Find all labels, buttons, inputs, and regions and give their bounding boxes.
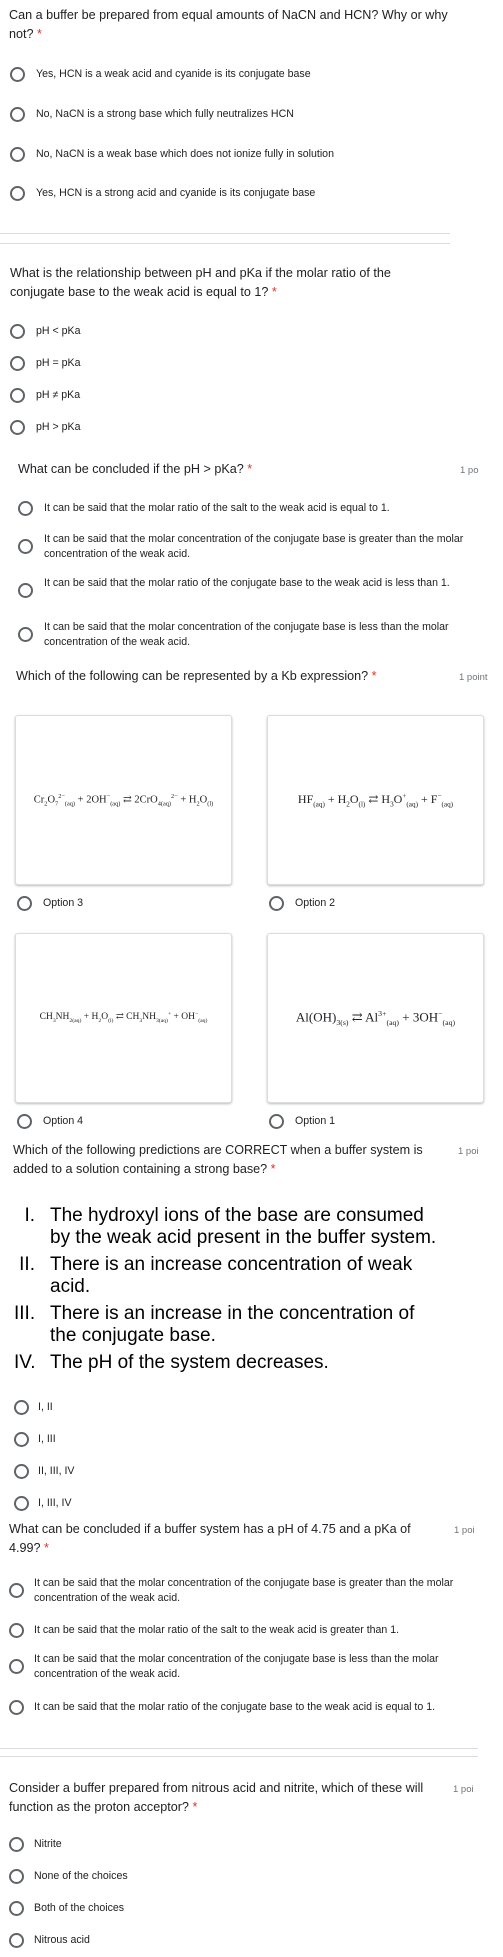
q7-option-4[interactable] — [9, 1933, 90, 1948]
q4-option-2[interactable] — [269, 896, 335, 911]
points-label: 1 poi — [454, 1525, 475, 1536]
radio-button[interactable] — [18, 583, 33, 598]
option-label: It can be said that the molar concentration of the conjugate base is less than the molar concentration of the weak acid. — [44, 621, 449, 648]
q4-option-3[interactable] — [17, 896, 83, 911]
required-mark: * — [44, 1541, 49, 1555]
required-mark: * — [192, 1800, 198, 1814]
question-title-text: What can be concluded if the pH > pKa? — [18, 462, 244, 476]
q7-option-3[interactable] — [9, 1901, 124, 1916]
option-label: pH = pKa — [36, 357, 81, 369]
option-label: It can be said that the molar concentration of the conjugate base is greater than the molar concentration of the weak acid. — [44, 533, 464, 560]
radio-button[interactable] — [17, 896, 32, 911]
points-label: 1 poi — [453, 1784, 474, 1795]
radio-button[interactable] — [10, 356, 25, 371]
radio-button[interactable] — [10, 147, 25, 162]
option-label: It can be said that the molar concentration of the conjugate base is greater than the molar concentration of the weak acid. — [34, 1577, 454, 1604]
equation-image-option-3[interactable] — [15, 715, 232, 885]
radio-button[interactable] — [269, 896, 284, 911]
statement-number: II. — [19, 1254, 35, 1275]
question-title-text: Consider a buffer prepared from nitrous acid and nitrite, which of these will function as the proton acceptor? — [9, 1781, 424, 1814]
option-label: It can be said that the molar ratio of the conjugate base to the weak acid is less than 1. — [44, 577, 450, 589]
q1-option-4[interactable] — [10, 186, 315, 201]
radio-button[interactable] — [18, 627, 33, 642]
question-1-title — [9, 6, 449, 44]
option-label: Yes, HCN is a strong acid and cyanide is its conjugate base — [36, 187, 316, 199]
equation-text: $HF_{(aq)} + H_2O_{(l)}$ ⇄ $H_3O^+_{(aq)} + F^-_{(aq)}$ — [297, 791, 454, 809]
q3-option-2[interactable] — [18, 532, 479, 562]
radio-button[interactable] — [9, 1869, 24, 1884]
option-label: Nitrous acid — [34, 1934, 90, 1946]
question-title-text: What can be concluded if a buffer system has a pH of 4.75 and a pKa of 4.99? — [9, 1522, 411, 1555]
statement-item — [14, 1303, 414, 1347]
radio-button[interactable] — [9, 1583, 24, 1598]
section-divider — [0, 233, 450, 234]
option-label: Yes, HCN is a weak acid and cyanide is its conjugate base — [36, 68, 311, 80]
equation-image-option-2[interactable] — [267, 715, 484, 885]
option-label: pH > pKa — [36, 421, 81, 433]
section-divider — [0, 1756, 478, 1757]
q1-option-3[interactable] — [10, 147, 334, 162]
radio-button[interactable] — [10, 107, 25, 122]
required-mark: * — [37, 27, 42, 41]
statement-number: I. — [24, 1205, 35, 1226]
statement-number: IV. — [14, 1352, 36, 1373]
required-mark: * — [371, 669, 377, 683]
radio-button[interactable] — [9, 1700, 24, 1715]
option-label: pH < pKa — [36, 325, 81, 337]
radio-button[interactable] — [10, 67, 25, 82]
option-label: None of the choices — [34, 1870, 128, 1882]
question-title-text: Which of the following can be represented by a Kb expression? — [16, 669, 369, 683]
points-label: 1 po — [460, 465, 479, 476]
radio-button[interactable] — [9, 1623, 24, 1638]
q3-option-1[interactable] — [18, 501, 474, 516]
radio-button[interactable] — [18, 539, 33, 554]
required-mark: * — [270, 1162, 276, 1176]
section-divider — [0, 1748, 478, 1749]
q3-option-4[interactable] — [18, 620, 479, 650]
radio-button[interactable] — [9, 1659, 24, 1674]
question-4-title — [16, 667, 436, 686]
q6-option-1[interactable] — [9, 1576, 474, 1606]
q5-option-1[interactable] — [14, 1400, 53, 1415]
option-label: Option 1 — [295, 1115, 336, 1127]
statement-text: The hydroxyl ions of the base are consumed by the weak acid present in the buffer system. — [50, 1205, 437, 1248]
required-mark: * — [271, 285, 277, 299]
radio-button[interactable] — [9, 1901, 24, 1916]
radio-button[interactable] — [14, 1496, 29, 1511]
q7-option-1[interactable] — [9, 1837, 62, 1852]
option-label: No, NaCN is a strong base which fully neutralizes HCN — [36, 108, 294, 120]
q2-option-2[interactable] — [10, 356, 80, 371]
option-label: Option 3 — [43, 897, 84, 909]
radio-button[interactable] — [269, 1114, 284, 1129]
equation-text: $Cr_2O_7^{2-}_{(aq)} + 2OH^-_{(aq)}$ ⇄ $2CrO_{4(aq)}^{2-} + H_2O_{(l)}$ — [33, 792, 214, 808]
equation-image-option-1[interactable] — [267, 933, 484, 1103]
equation-text: $Al(OH)_{3(s)}$ ⇄ $Al^{3+}_{(aq)} + 3OH^-_{(aq)}$ — [295, 1009, 456, 1027]
radio-button[interactable] — [9, 1837, 24, 1852]
radio-button[interactable] — [10, 388, 25, 403]
radio-button[interactable] — [17, 1114, 32, 1129]
option-label: I, III — [38, 1433, 56, 1445]
option-label: It can be said that the molar ratio of the salt to the weak acid is greater than 1. — [34, 1624, 400, 1636]
points-label: 1 point — [459, 672, 488, 683]
q2-option-3[interactable] — [10, 388, 80, 403]
option-label: Option 2 — [295, 897, 336, 909]
statement-text: There is an increase concentration of weak acid. — [50, 1254, 413, 1297]
required-mark: * — [247, 462, 253, 476]
statement-item — [14, 1205, 436, 1249]
statement-text: The pH of the system decreases. — [50, 1352, 329, 1373]
option-label: No, NaCN is a weak base which does not ionize fully in solution — [36, 148, 334, 160]
radio-button[interactable] — [10, 324, 25, 339]
option-label: Option 4 — [43, 1115, 84, 1127]
option-label: pH ≠ pKa — [36, 389, 81, 401]
section-divider — [0, 243, 450, 244]
statement-number: III. — [14, 1303, 36, 1324]
q3-option-3[interactable] — [18, 576, 479, 598]
question-title-text: What is the relationship between pH and pKa if the molar ratio of the conjugate base to the weak acid is equal to 1? — [10, 266, 391, 299]
radio-button[interactable] — [9, 1933, 24, 1948]
statement-text: There is an increase in the concentration of the conjugate base. — [50, 1303, 415, 1346]
question-7-title — [9, 1779, 439, 1817]
question-3-title — [18, 460, 438, 479]
q5-option-2[interactable] — [14, 1432, 56, 1447]
q4-option-4[interactable] — [17, 1114, 83, 1129]
radio-button[interactable] — [10, 186, 25, 201]
option-label: It can be said that the molar ratio of the salt to the weak acid is equal to 1. — [44, 502, 390, 514]
option-label: I, III, IV — [38, 1497, 72, 1509]
statement-item — [14, 1254, 412, 1298]
equation-image-option-4[interactable] — [15, 933, 232, 1103]
option-label: Both of the choices — [34, 1902, 125, 1914]
q1-option-1[interactable] — [10, 67, 311, 82]
q6-option-4[interactable] — [9, 1700, 494, 1715]
radio-button[interactable] — [14, 1400, 29, 1415]
equation-text: $CH_3NH_{2(aq)} + H_2O_{(l)}$ ⇄ $CH_3NH_{3(aq)}^+ + OH^-_{(aq)}$ — [39, 1011, 208, 1025]
statement-item — [14, 1352, 329, 1374]
q5-option-3[interactable] — [14, 1464, 75, 1479]
q2-option-1[interactable] — [10, 324, 80, 339]
question-title-text: Which of the following predictions are CORRECT when a buffer system is added to a solution containing a strong base? — [13, 1143, 423, 1176]
question-2-title — [10, 264, 430, 302]
points-label: 1 poi — [458, 1146, 479, 1157]
question-title-text: Can a buffer be prepared from equal amounts of NaCN and HCN? Why or why not? — [9, 8, 448, 41]
option-label: I, II — [38, 1401, 53, 1413]
radio-button[interactable] — [18, 501, 33, 516]
q1-option-2[interactable] — [10, 107, 294, 122]
radio-button[interactable] — [14, 1432, 29, 1447]
option-label: II, III, IV — [38, 1465, 75, 1477]
q6-option-2[interactable] — [9, 1623, 474, 1638]
question-6-title — [9, 1520, 439, 1558]
option-label: It can be said that the molar concentration of the conjugate base is less than the molar concentration of the weak acid. — [34, 1653, 439, 1680]
option-label: It can be said that the molar ratio of the conjugate base to the weak acid is equal to 1. — [34, 1701, 436, 1713]
q7-option-2[interactable] — [9, 1869, 128, 1884]
q4-option-1[interactable] — [269, 1114, 335, 1129]
question-5-title — [13, 1141, 453, 1179]
q5-option-4[interactable] — [14, 1496, 72, 1511]
q6-option-3[interactable] — [9, 1652, 474, 1682]
radio-button[interactable] — [14, 1464, 29, 1479]
radio-button[interactable] — [10, 420, 25, 435]
q2-option-4[interactable] — [10, 420, 80, 435]
option-label: Nitrite — [34, 1838, 62, 1850]
